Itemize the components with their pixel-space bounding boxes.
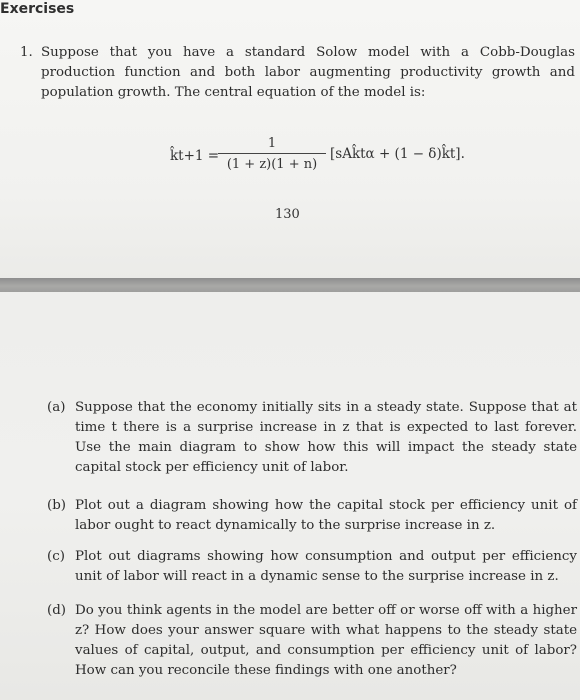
question-text: Suppose that you have a standard Solow model with a Cobb-Douglas production function and both labor augmenting productivity growth and population growth. The central equation of the model is:: [41, 45, 575, 100]
question-1: [20, 43, 575, 103]
equation-rhs: [sAk̂tα + (1 − δ)k̂t].: [330, 146, 465, 162]
equation-lhs: k̂t+1 =: [170, 148, 220, 164]
subquestion-label: (a): [47, 400, 66, 415]
subquestion-label: (b): [47, 498, 67, 513]
central-equation: [170, 134, 470, 186]
subquestion-a: [47, 398, 577, 478]
subquestion-text: Suppose that the economy initially sits in a steady state. Suppose that at time t there is a surprise increase in z that is expected to last forever. Use the main diagram to show how this will impact the steady state capital stock per efficiency unit of labor.: [75, 400, 577, 475]
subquestion-text: Plot out diagrams showing how consumption and output per efficiency unit of labor will react in a dynamic sense to the surprise increase in z.: [75, 549, 577, 584]
fraction-numerator: 1: [267, 136, 277, 151]
subquestion-c: [47, 547, 577, 587]
section-heading: Exercises: [0, 1, 75, 17]
subquestion-text: Do you think agents in the model are better off or worse off with a higher z? How does your answer square with what happens to the steady state values of capital, output, and consumption per efficiency unit of labor? How can you reconcile these findings with one another?: [75, 603, 577, 678]
subquestion-label: (d): [47, 603, 67, 618]
fraction-bar: [218, 153, 326, 154]
page-number: 130: [275, 207, 300, 222]
subquestion-label: (c): [47, 549, 65, 564]
equation-fraction: [218, 136, 326, 172]
subquestion-b: [47, 496, 577, 536]
fraction-denominator: (1 + z)(1 + n): [226, 157, 318, 172]
question-number: 1.: [20, 45, 33, 60]
subquestion-text: Plot out a diagram showing how the capital stock per efficiency unit of labor ought to react dynamically to the surprise increase in z.: [75, 498, 577, 533]
subquestion-d: [47, 601, 577, 681]
